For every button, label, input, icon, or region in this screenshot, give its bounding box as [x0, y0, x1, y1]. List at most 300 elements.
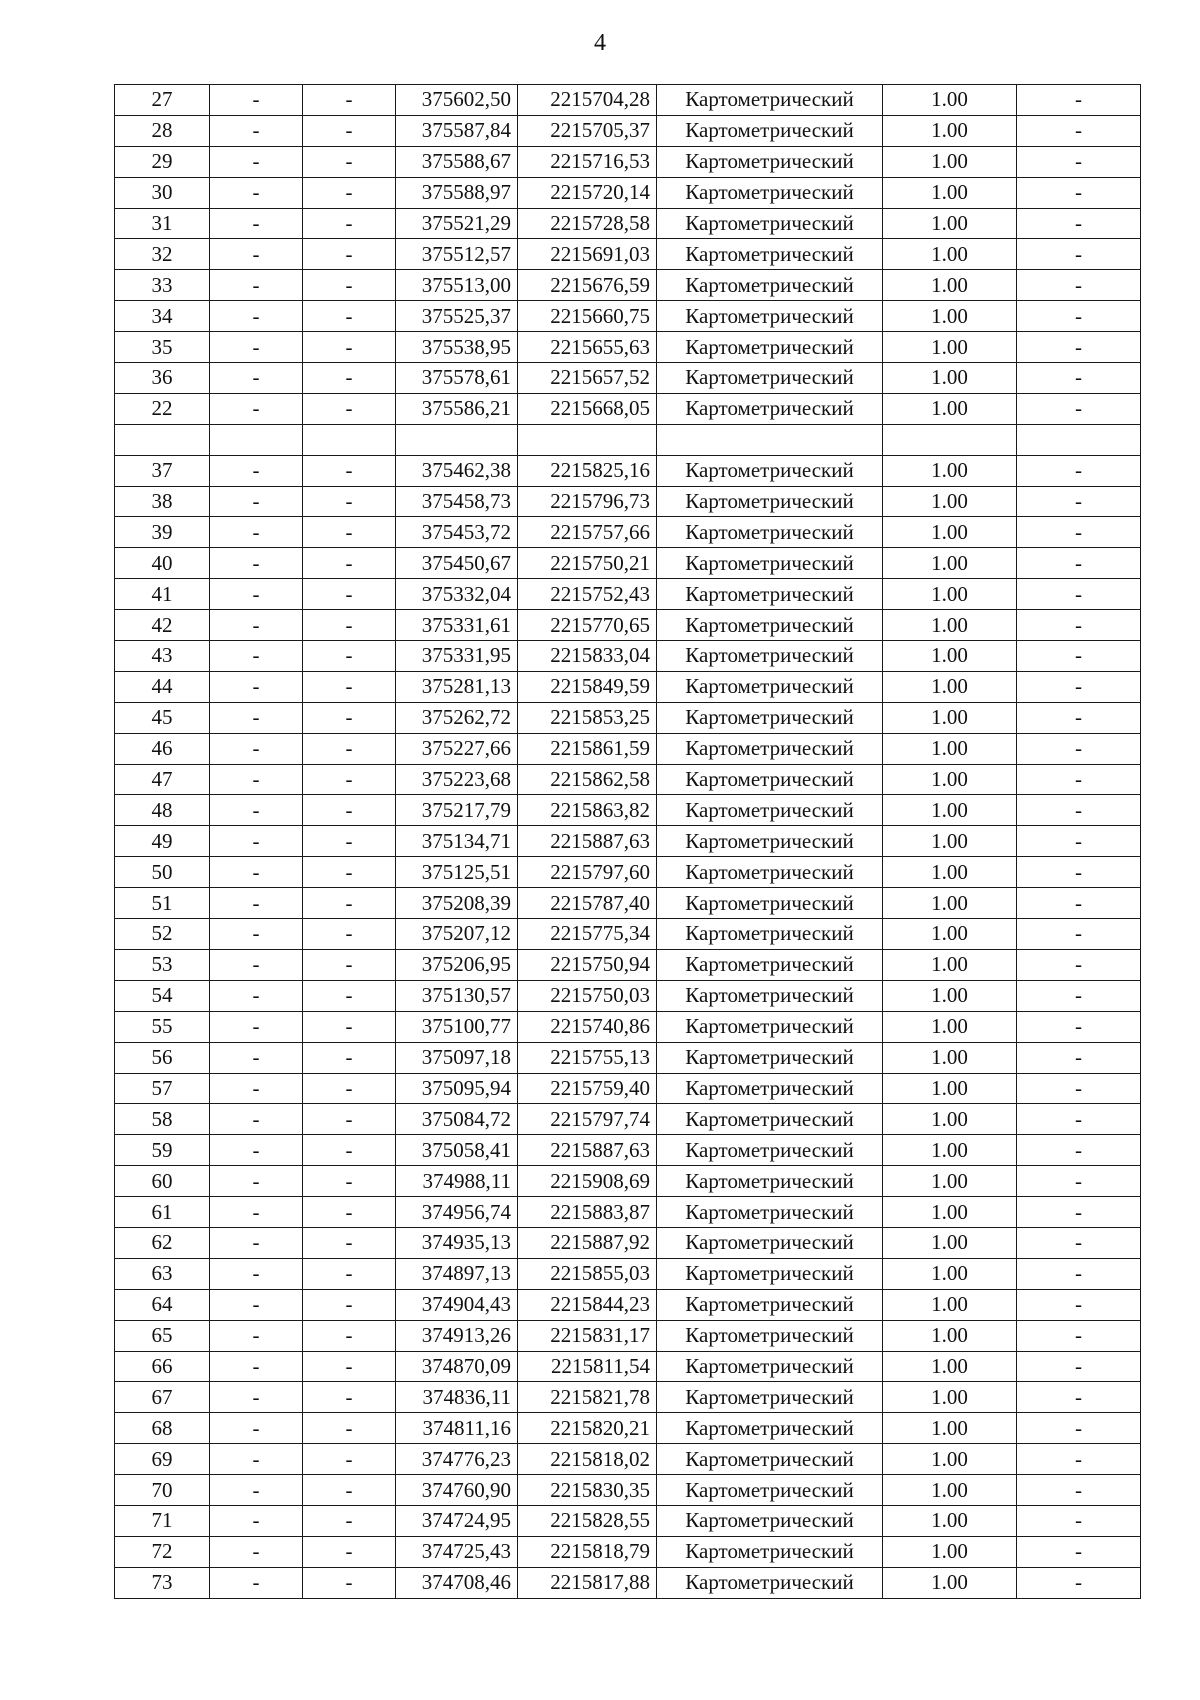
dash-cell: - [210, 208, 303, 239]
point-number-cell: 70 [115, 1475, 210, 1506]
y-coordinate-cell: 2215668,05 [518, 393, 657, 424]
dash-cell: - [1017, 1567, 1141, 1598]
table-row [115, 764, 1141, 795]
x-coordinate-cell: 375513,00 [396, 270, 518, 301]
point-number-cell: 39 [115, 517, 210, 548]
point-number-cell: 55 [115, 1011, 210, 1042]
dash-cell: - [1017, 1475, 1141, 1506]
dash-cell: - [1017, 270, 1141, 301]
dash-cell: - [210, 393, 303, 424]
point-number-cell: 62 [115, 1227, 210, 1258]
accuracy-cell: 1.00 [883, 1073, 1017, 1104]
point-number-cell: 28 [115, 115, 210, 146]
y-coordinate-cell: 2215691,03 [518, 239, 657, 270]
table-row [115, 1351, 1141, 1382]
method-cell: Картометрический [657, 733, 883, 764]
accuracy-cell: 1.00 [883, 1320, 1017, 1351]
accuracy-cell: 1.00 [883, 486, 1017, 517]
dash-cell: - [303, 1073, 396, 1104]
accuracy-cell: 1.00 [883, 1227, 1017, 1258]
blank-separator-row [115, 424, 1141, 455]
table-row [115, 239, 1141, 270]
y-coordinate-cell: 2215818,79 [518, 1536, 657, 1567]
point-number-cell: 49 [115, 826, 210, 857]
dash-cell: - [303, 795, 396, 826]
dash-cell: - [303, 1536, 396, 1567]
dash-cell: - [1017, 888, 1141, 919]
table-row [115, 1227, 1141, 1258]
dash-cell: - [303, 949, 396, 980]
dash-cell: - [1017, 393, 1141, 424]
x-coordinate-cell: 374870,09 [396, 1351, 518, 1382]
y-coordinate-cell: 2215853,25 [518, 702, 657, 733]
point-number-cell: 68 [115, 1413, 210, 1444]
x-coordinate-cell: 375208,39 [396, 888, 518, 919]
x-coordinate-cell: 375602,50 [396, 85, 518, 116]
dash-cell: - [1017, 1042, 1141, 1073]
dash-cell: - [1017, 764, 1141, 795]
method-cell: Картометрический [657, 393, 883, 424]
point-number-cell: 33 [115, 270, 210, 301]
table-row [115, 949, 1141, 980]
x-coordinate-cell: 375458,73 [396, 486, 518, 517]
dash-cell: - [1017, 795, 1141, 826]
method-cell: Картометрический [657, 949, 883, 980]
method-cell: Картометрический [657, 85, 883, 116]
point-number-cell [115, 424, 210, 455]
method-cell: Картометрический [657, 919, 883, 950]
table-row [115, 1104, 1141, 1135]
point-number-cell: 54 [115, 980, 210, 1011]
table-row [115, 270, 1141, 301]
accuracy-cell: 1.00 [883, 857, 1017, 888]
y-coordinate-cell: 2215720,14 [518, 177, 657, 208]
dash-cell: - [1017, 671, 1141, 702]
y-coordinate-cell: 2215655,63 [518, 332, 657, 363]
y-coordinate-cell: 2215855,03 [518, 1258, 657, 1289]
method-cell: Картометрический [657, 1475, 883, 1506]
method-cell: Картометрический [657, 641, 883, 672]
accuracy-cell: 1.00 [883, 702, 1017, 733]
point-number-cell: 50 [115, 857, 210, 888]
x-coordinate-cell: 374836,11 [396, 1382, 518, 1413]
dash-cell: - [1017, 733, 1141, 764]
table-row [115, 1413, 1141, 1444]
dash-cell: - [210, 1351, 303, 1382]
table-row [115, 1536, 1141, 1567]
table-row [115, 980, 1141, 1011]
x-coordinate-cell: 374776,23 [396, 1444, 518, 1475]
y-coordinate-cell: 2215716,53 [518, 146, 657, 177]
method-cell: Картометрический [657, 980, 883, 1011]
point-number-cell: 35 [115, 332, 210, 363]
dash-cell: - [303, 641, 396, 672]
y-coordinate-cell: 2215750,03 [518, 980, 657, 1011]
dash-cell: - [1017, 486, 1141, 517]
table-row [115, 1011, 1141, 1042]
method-cell: Картометрический [657, 1351, 883, 1382]
y-coordinate-cell: 2215887,63 [518, 826, 657, 857]
point-number-cell: 46 [115, 733, 210, 764]
y-coordinate-cell: 2215757,66 [518, 517, 657, 548]
dash-cell: - [1017, 548, 1141, 579]
method-cell: Картометрический [657, 517, 883, 548]
y-coordinate-cell: 2215704,28 [518, 85, 657, 116]
method-cell: Картометрический [657, 579, 883, 610]
x-coordinate-cell: 375095,94 [396, 1073, 518, 1104]
method-cell: Картометрический [657, 146, 883, 177]
accuracy-cell: 1.00 [883, 610, 1017, 641]
y-coordinate-cell: 2215849,59 [518, 671, 657, 702]
method-cell: Картометрический [657, 702, 883, 733]
dash-cell: - [1017, 115, 1141, 146]
dash-cell: - [1017, 1320, 1141, 1351]
dash-cell: - [303, 301, 396, 332]
x-coordinate-cell: 375578,61 [396, 363, 518, 394]
dash-cell: - [210, 1505, 303, 1536]
dash-cell: - [210, 949, 303, 980]
method-cell: Картометрический [657, 486, 883, 517]
method-cell: Картометрический [657, 1135, 883, 1166]
y-coordinate-cell: 2215828,55 [518, 1505, 657, 1536]
point-number-cell: 31 [115, 208, 210, 239]
table-row [115, 517, 1141, 548]
x-coordinate-cell: 375453,72 [396, 517, 518, 548]
table-row [115, 610, 1141, 641]
x-coordinate-cell: 375588,97 [396, 177, 518, 208]
dash-cell: - [303, 1135, 396, 1166]
dash-cell: - [210, 1382, 303, 1413]
table-row [115, 177, 1141, 208]
dash-cell: - [303, 548, 396, 579]
accuracy-cell: 1.00 [883, 146, 1017, 177]
table-row [115, 579, 1141, 610]
dash-cell: - [303, 733, 396, 764]
x-coordinate-cell: 375206,95 [396, 949, 518, 980]
table-row [115, 455, 1141, 486]
accuracy-cell: 1.00 [883, 949, 1017, 980]
accuracy-cell: 1.00 [883, 301, 1017, 332]
point-number-cell: 72 [115, 1536, 210, 1567]
table-row [115, 671, 1141, 702]
dash-cell: - [1017, 1135, 1141, 1166]
dash-cell: - [303, 1227, 396, 1258]
accuracy-cell: 1.00 [883, 1567, 1017, 1598]
table-row [115, 1475, 1141, 1506]
dash-cell: - [1017, 455, 1141, 486]
dash-cell: - [210, 270, 303, 301]
dash-cell: - [210, 702, 303, 733]
y-coordinate-cell: 2215728,58 [518, 208, 657, 239]
accuracy-cell: 1.00 [883, 239, 1017, 270]
method-cell: Картометрический [657, 857, 883, 888]
accuracy-cell: 1.00 [883, 363, 1017, 394]
table-row [115, 919, 1141, 950]
dash-cell: - [303, 1197, 396, 1228]
x-coordinate-cell: 375058,41 [396, 1135, 518, 1166]
accuracy-cell: 1.00 [883, 579, 1017, 610]
x-coordinate-cell: 375125,51 [396, 857, 518, 888]
point-number-cell: 57 [115, 1073, 210, 1104]
point-number-cell: 48 [115, 795, 210, 826]
x-coordinate-cell: 375331,61 [396, 610, 518, 641]
dash-cell: - [1017, 85, 1141, 116]
y-coordinate-cell: 2215755,13 [518, 1042, 657, 1073]
dash-cell: - [303, 332, 396, 363]
dash-cell: - [1017, 517, 1141, 548]
y-coordinate-cell: 2215676,59 [518, 270, 657, 301]
method-cell: Картометрический [657, 548, 883, 579]
dash-cell: - [210, 486, 303, 517]
method-cell: Картометрический [657, 764, 883, 795]
y-coordinate-cell: 2215775,34 [518, 919, 657, 950]
x-coordinate-cell: 374897,13 [396, 1258, 518, 1289]
accuracy-cell: 1.00 [883, 1166, 1017, 1197]
x-coordinate-cell: 375097,18 [396, 1042, 518, 1073]
accuracy-cell: 1.00 [883, 795, 1017, 826]
table-row [115, 1197, 1141, 1228]
dash-cell: - [303, 486, 396, 517]
y-coordinate-cell: 2215770,65 [518, 610, 657, 641]
x-coordinate-cell: 375462,38 [396, 455, 518, 486]
x-coordinate-cell: 374708,46 [396, 1567, 518, 1598]
dash-cell: - [210, 146, 303, 177]
dash-cell: - [210, 1258, 303, 1289]
method-cell: Картометрический [657, 1320, 883, 1351]
dash-cell: - [303, 1289, 396, 1320]
y-coordinate-cell: 2215811,54 [518, 1351, 657, 1382]
dash-cell: - [303, 764, 396, 795]
method-cell: Картометрический [657, 610, 883, 641]
dash-cell: - [1017, 1413, 1141, 1444]
dash-cell: - [210, 1413, 303, 1444]
y-coordinate-cell: 2215740,86 [518, 1011, 657, 1042]
x-coordinate-cell [396, 424, 518, 455]
table-row [115, 301, 1141, 332]
method-cell: Картометрический [657, 1073, 883, 1104]
accuracy-cell: 1.00 [883, 455, 1017, 486]
dash-cell: - [210, 1475, 303, 1506]
method-cell: Картометрический [657, 671, 883, 702]
accuracy-cell: 1.00 [883, 1135, 1017, 1166]
dash-cell: - [303, 888, 396, 919]
accuracy-cell: 1.00 [883, 1444, 1017, 1475]
dash-cell: - [303, 826, 396, 857]
y-coordinate-cell: 2215887,63 [518, 1135, 657, 1166]
page-number: 4 [594, 30, 606, 56]
dash-cell: - [1017, 1073, 1141, 1104]
dash-cell: - [210, 1135, 303, 1166]
dash-cell: - [303, 270, 396, 301]
dash-cell: - [303, 980, 396, 1011]
method-cell: Картометрический [657, 455, 883, 486]
accuracy-cell: 1.00 [883, 671, 1017, 702]
point-number-cell: 30 [115, 177, 210, 208]
dash-cell: - [303, 671, 396, 702]
dash-cell: - [303, 363, 396, 394]
dash-cell: - [210, 888, 303, 919]
dash-cell: - [303, 1382, 396, 1413]
dash-cell: - [210, 1444, 303, 1475]
point-number-cell: 40 [115, 548, 210, 579]
point-number-cell: 42 [115, 610, 210, 641]
dash-cell: - [303, 1042, 396, 1073]
dash-cell [303, 424, 396, 455]
dash-cell: - [1017, 980, 1141, 1011]
dash-cell: - [1017, 332, 1141, 363]
y-coordinate-cell: 2215818,02 [518, 1444, 657, 1475]
method-cell: Картометрический [657, 1197, 883, 1228]
dash-cell: - [210, 1104, 303, 1135]
dash-cell: - [303, 1011, 396, 1042]
accuracy-cell: 1.00 [883, 1351, 1017, 1382]
dash-cell: - [210, 455, 303, 486]
y-coordinate-cell: 2215787,40 [518, 888, 657, 919]
dash-cell: - [210, 85, 303, 116]
x-coordinate-cell: 374956,74 [396, 1197, 518, 1228]
y-coordinate-cell: 2215797,74 [518, 1104, 657, 1135]
table-row [115, 888, 1141, 919]
point-number-cell: 64 [115, 1289, 210, 1320]
x-coordinate-cell: 375450,67 [396, 548, 518, 579]
point-number-cell: 44 [115, 671, 210, 702]
method-cell: Картометрический [657, 1289, 883, 1320]
method-cell: Картометрический [657, 1011, 883, 1042]
dash-cell: - [1017, 1505, 1141, 1536]
dash-cell: - [1017, 949, 1141, 980]
dash-cell: - [303, 857, 396, 888]
dash-cell: - [303, 1444, 396, 1475]
dash-cell: - [1017, 146, 1141, 177]
dash-cell: - [210, 1320, 303, 1351]
dash-cell: - [303, 702, 396, 733]
point-number-cell: 43 [115, 641, 210, 672]
y-coordinate-cell: 2215861,59 [518, 733, 657, 764]
accuracy-cell: 1.00 [883, 393, 1017, 424]
table-row [115, 826, 1141, 857]
dash-cell: - [210, 239, 303, 270]
accuracy-cell: 1.00 [883, 733, 1017, 764]
dash-cell: - [1017, 1227, 1141, 1258]
x-coordinate-cell: 375084,72 [396, 1104, 518, 1135]
method-cell: Картометрический [657, 1413, 883, 1444]
point-number-cell: 29 [115, 146, 210, 177]
point-number-cell: 52 [115, 919, 210, 950]
method-cell: Картометрический [657, 888, 883, 919]
dash-cell: - [303, 393, 396, 424]
table-row [115, 857, 1141, 888]
y-coordinate-cell: 2215759,40 [518, 1073, 657, 1104]
dash-cell: - [210, 1042, 303, 1073]
y-coordinate-cell: 2215830,35 [518, 1475, 657, 1506]
point-number-cell: 34 [115, 301, 210, 332]
method-cell: Картометрический [657, 1258, 883, 1289]
table-row [115, 1135, 1141, 1166]
method-cell: Картометрический [657, 1382, 883, 1413]
accuracy-cell: 1.00 [883, 1475, 1017, 1506]
table-row [115, 1042, 1141, 1073]
accuracy-cell: 1.00 [883, 85, 1017, 116]
point-number-cell: 71 [115, 1505, 210, 1536]
point-number-cell: 63 [115, 1258, 210, 1289]
dash-cell: - [210, 332, 303, 363]
method-cell: Картометрический [657, 115, 883, 146]
y-coordinate-cell: 2215657,52 [518, 363, 657, 394]
x-coordinate-cell: 375262,72 [396, 702, 518, 733]
accuracy-cell: 1.00 [883, 548, 1017, 579]
y-coordinate-cell: 2215750,21 [518, 548, 657, 579]
table-row [115, 641, 1141, 672]
x-coordinate-cell: 374935,13 [396, 1227, 518, 1258]
coordinates-table [114, 84, 1141, 1599]
dash-cell: - [210, 517, 303, 548]
dash-cell: - [303, 1413, 396, 1444]
dash-cell: - [1017, 1258, 1141, 1289]
y-coordinate-cell: 2215831,17 [518, 1320, 657, 1351]
dash-cell: - [1017, 1011, 1141, 1042]
point-number-cell: 47 [115, 764, 210, 795]
dash-cell: - [1017, 702, 1141, 733]
dash-cell: - [1017, 1536, 1141, 1567]
point-number-cell: 60 [115, 1166, 210, 1197]
dash-cell: - [210, 980, 303, 1011]
dash-cell: - [210, 1166, 303, 1197]
dash-cell: - [303, 610, 396, 641]
dash-cell: - [1017, 239, 1141, 270]
point-number-cell: 69 [115, 1444, 210, 1475]
accuracy-cell: 1.00 [883, 888, 1017, 919]
point-number-cell: 53 [115, 949, 210, 980]
dash-cell: - [303, 1320, 396, 1351]
x-coordinate-cell: 375587,84 [396, 115, 518, 146]
y-coordinate-cell: 2215825,16 [518, 455, 657, 486]
table-row [115, 115, 1141, 146]
dash-cell: - [1017, 579, 1141, 610]
dash-cell: - [210, 301, 303, 332]
y-coordinate-cell: 2215752,43 [518, 579, 657, 610]
x-coordinate-cell: 375281,13 [396, 671, 518, 702]
table-row [115, 1444, 1141, 1475]
dash-cell: - [1017, 1289, 1141, 1320]
y-coordinate-cell: 2215862,58 [518, 764, 657, 795]
dash-cell: - [1017, 641, 1141, 672]
method-cell: Картометрический [657, 363, 883, 394]
method-cell: Картометрический [657, 208, 883, 239]
x-coordinate-cell: 375512,57 [396, 239, 518, 270]
y-coordinate-cell: 2215887,92 [518, 1227, 657, 1258]
dash-cell: - [1017, 1104, 1141, 1135]
method-cell: Картометрический [657, 301, 883, 332]
dash-cell: - [210, 1289, 303, 1320]
accuracy-cell: 1.00 [883, 1382, 1017, 1413]
method-cell: Картометрический [657, 1505, 883, 1536]
x-coordinate-cell: 374724,95 [396, 1505, 518, 1536]
point-number-cell: 56 [115, 1042, 210, 1073]
method-cell [657, 424, 883, 455]
table-row [115, 795, 1141, 826]
dash-cell [210, 424, 303, 455]
dash-cell: - [210, 1197, 303, 1228]
accuracy-cell: 1.00 [883, 1258, 1017, 1289]
x-coordinate-cell: 375588,67 [396, 146, 518, 177]
y-coordinate-cell: 2215821,78 [518, 1382, 657, 1413]
x-coordinate-cell: 375217,79 [396, 795, 518, 826]
y-coordinate-cell: 2215883,87 [518, 1197, 657, 1228]
dash-cell: - [303, 239, 396, 270]
y-coordinate-cell: 2215833,04 [518, 641, 657, 672]
dash-cell: - [1017, 363, 1141, 394]
accuracy-cell: 1.00 [883, 270, 1017, 301]
